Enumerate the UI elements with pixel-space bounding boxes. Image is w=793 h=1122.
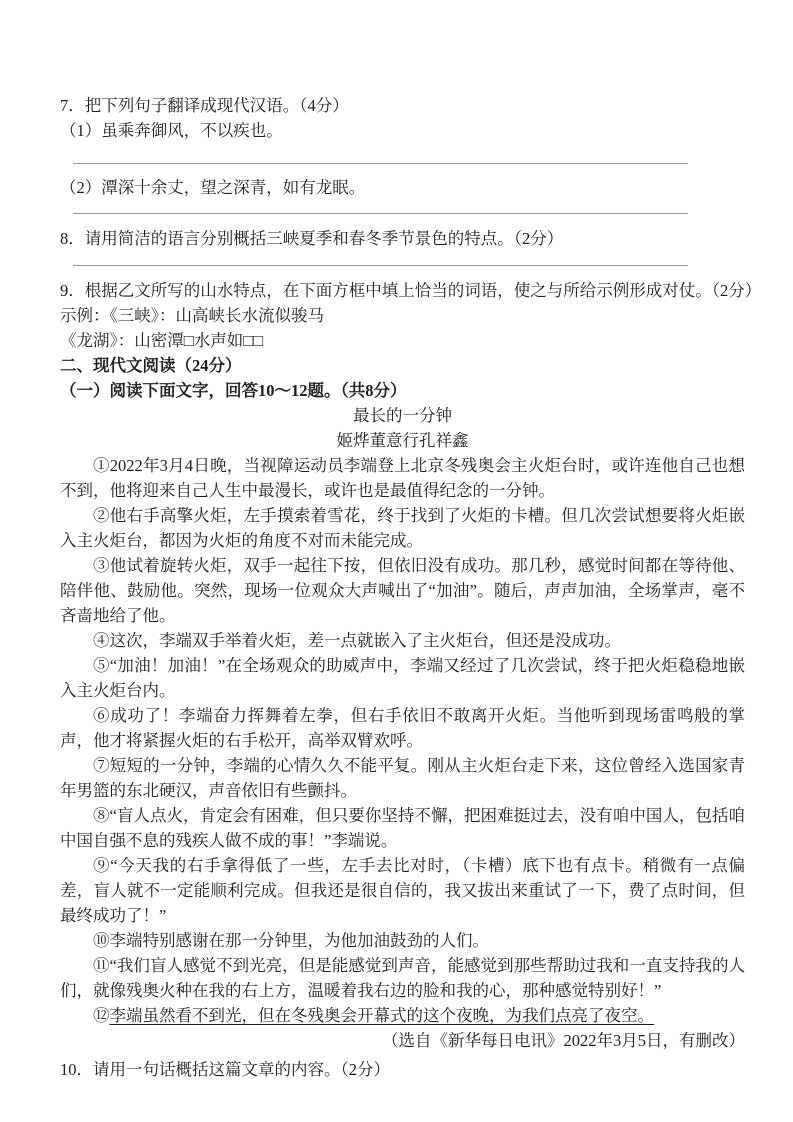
article-paragraph-9 bbox=[60, 853, 745, 928]
article-paragraph-7 bbox=[60, 753, 745, 803]
article-source: （选自《新华每日电讯》2022年3月5日，有删改） bbox=[382, 1031, 745, 1050]
article-title: 最长的一分钟 bbox=[353, 406, 452, 425]
article-paragraph-8 bbox=[60, 803, 745, 853]
question-9-example: 示例：《三峡》：山高峡长水流似骏马 bbox=[60, 306, 324, 325]
article-paragraph-4 bbox=[60, 628, 745, 653]
paragraph-number: ⑩ bbox=[93, 931, 110, 950]
paragraph-text: 他试着旋转火炬，双手一起往下按，但依旧没有成功。那几秒，感觉时间都在等待他、陪伴他、鼓励他。突然，现场一位观众大声喊出了“加油”。随后，声声加油，全场掌声，毫不吝啬地给了他。 bbox=[60, 556, 746, 625]
paragraph-number: ⑥ bbox=[93, 706, 111, 725]
article-paragraph-11 bbox=[60, 953, 745, 1003]
paragraph-number: ② bbox=[93, 506, 110, 525]
question-7-item-1: （1）虽乘奔御风，不以疾也。 bbox=[60, 121, 283, 140]
paragraph-number: ① bbox=[93, 456, 110, 475]
article-paragraph-3 bbox=[60, 553, 745, 628]
paragraph-text: 成功了！李端奋力挥舞着左拳，但右手依旧不敢离开火炬。当他听到现场雷鸣般的掌声，他才将紧握火炬的右手松开，高举双臂欢呼。 bbox=[60, 706, 746, 750]
paragraph-text: 这次，李端双手举着火炬，差一点就嵌入了主火炬台，但还是没成功。 bbox=[109, 631, 621, 650]
paragraph-text: “我们盲人感觉不到光亮，但是能感觉到声音，能感觉到那些帮助过我和一直支持我的人们，就像残奥火种在我的右上方，温暖着我右边的脸和我的心，那种感觉特别好！” bbox=[60, 956, 745, 1000]
article-authors: 姬烨董意行孔祥鑫 bbox=[336, 431, 469, 450]
article-paragraph-12 bbox=[60, 1003, 745, 1028]
section-heading: 二、现代文阅读（24分） bbox=[60, 356, 242, 375]
paragraph-text: 李端特别感谢在那一分钟里，为他加油鼓劲的人们。 bbox=[109, 931, 489, 950]
paragraph-text: “盲人点火，肯定会有困难，但只要你坚持不懈，把困难挺过去，没有咱中国人，包括咱中国自强不息的残疾人做不成的事！”李端说。 bbox=[60, 806, 745, 850]
question-7-item-2: （2）潭深十余丈，望之深青，如有龙眠。 bbox=[60, 178, 366, 197]
question-9-label: 9．根据乙文所写的山水特点，在下面方框中填上恰当的词语，使之与所给示例形成对仗。（2分） bbox=[60, 281, 762, 300]
paragraph-text: “加油！加油！”在全场观众的助威声中，李端又经过了几次尝试，终于把火炬稳稳地嵌入主火炬台内。 bbox=[60, 656, 745, 700]
question-10-label: 10．请用一句话概括这篇文章的内容。（2分） bbox=[60, 1060, 390, 1079]
paragraph-text-underlined: 李端虽然看不到光，但在冬残奥会开幕式的这个夜晚，为我们点亮了夜空。 bbox=[109, 1006, 654, 1025]
paragraph-number: ⑪ bbox=[93, 956, 110, 975]
question-8-label: 8．请用简洁的语言分别概括三峡夏季和春冬季节景色的特点。（2分） bbox=[60, 229, 564, 248]
paragraph-number: ⑧ bbox=[93, 806, 110, 825]
paragraph-number: ⑤ bbox=[93, 656, 110, 675]
answer-line bbox=[73, 163, 688, 164]
paragraph-text: “今天我的右手拿得低了一些，左手去比对时，（卡槽）底下也有点卡。稍微有一点偏差，盲人就不一定能顺利完成。但我还是很自信的，我又拔出来重试了一下，费了点时间，但最终成功了！” bbox=[60, 856, 746, 925]
question-9-fill-line: 《龙湖》：山密潭□水声如□□ bbox=[60, 331, 264, 350]
answer-line bbox=[73, 265, 688, 266]
answer-line bbox=[73, 213, 688, 214]
paragraph-number: ④ bbox=[93, 631, 110, 650]
article-paragraph-1 bbox=[60, 453, 745, 503]
paragraph-text: 短短的一分钟，李端的心情久久不能平复。刚从主火炬台走下来，这位曾经入选国家青年男篮的东北硬汉，声音依旧有些颤抖。 bbox=[60, 756, 746, 800]
paragraph-number: ⑦ bbox=[93, 756, 110, 775]
paragraph-number: ⑫ bbox=[93, 1006, 110, 1025]
article-paragraph-6 bbox=[60, 703, 745, 753]
paragraph-text: 他右手高擎火炬，左手摸索着雪花，终于找到了火炬的卡槽。但几次尝试想要将火炬嵌入主火炬台，都因为火炬的角度不对而未能完成。 bbox=[60, 506, 746, 550]
article-paragraph-10 bbox=[60, 928, 745, 953]
paragraph-number: ③ bbox=[93, 556, 110, 575]
question-7-label: 7．把下列句子翻译成现代汉语。（4分） bbox=[60, 96, 349, 115]
article-paragraph-5 bbox=[60, 653, 745, 703]
paragraph-number: ⑨ bbox=[93, 856, 111, 875]
article-paragraph-2 bbox=[60, 503, 745, 553]
section-subheading: （一）阅读下面文字，回答10～12题。（共8分） bbox=[60, 381, 407, 400]
paragraph-text: 2022年3月4日晚，当视障运动员李端登上北京冬残奥会主火炬台时，或许连他自己也想不到，他将迎来自己人生中最漫长，或许也是最值得纪念的一分钟。 bbox=[60, 456, 746, 500]
